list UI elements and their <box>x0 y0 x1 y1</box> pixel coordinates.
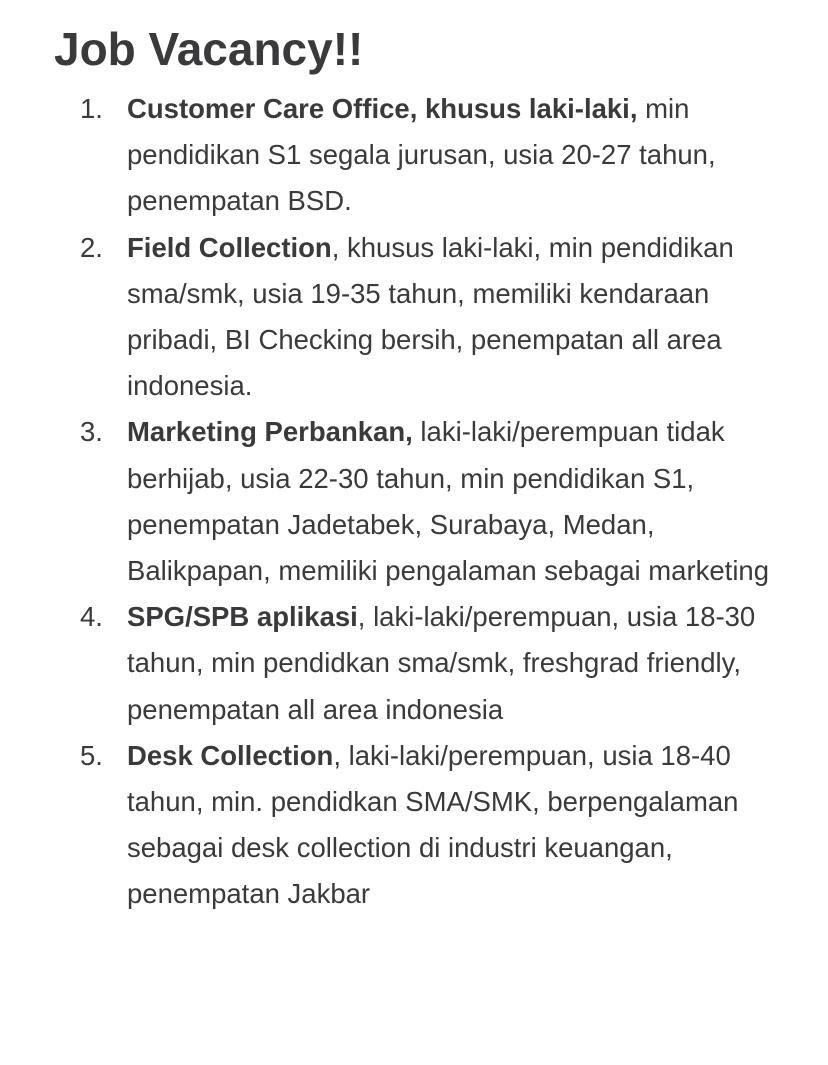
job-list <box>54 86 788 918</box>
job-title: Marketing Perbankan, <box>127 416 413 448</box>
job-number: 3. <box>80 416 103 448</box>
job-item-5 <box>54 733 788 918</box>
job-item-1 <box>54 86 788 225</box>
job-title: Desk Collection <box>127 739 334 771</box>
job-number: 4. <box>80 601 103 633</box>
job-details: , laki-laki/perempuan, usia 18-30 tahun, min pendidkan sma/smk, freshgrad friendly, penempatan all area indonesia <box>127 601 756 725</box>
job-details: , khusus laki-laki, min pendidikan sma/smk, usia 19-35 tahun, memiliki kendaraan pribadi, BI Checking bersih, penempatan all area indonesia. <box>127 231 734 402</box>
job-item-4 <box>54 594 788 733</box>
page-title: Job Vacancy!! <box>54 23 364 75</box>
job-title: Field Collection <box>127 231 332 263</box>
job-item-2 <box>54 225 788 410</box>
job-number: 1. <box>80 93 103 124</box>
job-number: 5. <box>80 739 103 771</box>
job-title: SPG/SPB aplikasi <box>127 601 358 633</box>
job-item-3 <box>54 409 788 594</box>
job-details: min pendidikan S1 segala jurusan, usia 20-27 tahun, penempatan BSD. <box>127 93 716 217</box>
job-details: laki-laki/perempuan tidak berhijab, usia 22-30 tahun, min pendidikan S1, penempatan Jadetabek, Surabaya, Medan, Balikpapan, memiliki pengalaman sebagai marketing <box>127 416 770 587</box>
job-details: , laki-laki/perempuan, usia 18-40 tahun, min. pendidkan SMA/SMK, berpengalaman sebagai desk collection di industri keuangan, penempatan Jakbar <box>127 739 739 910</box>
job-title: Customer Care Office, khusus laki-laki, <box>127 93 638 124</box>
job-number: 2. <box>80 231 103 263</box>
